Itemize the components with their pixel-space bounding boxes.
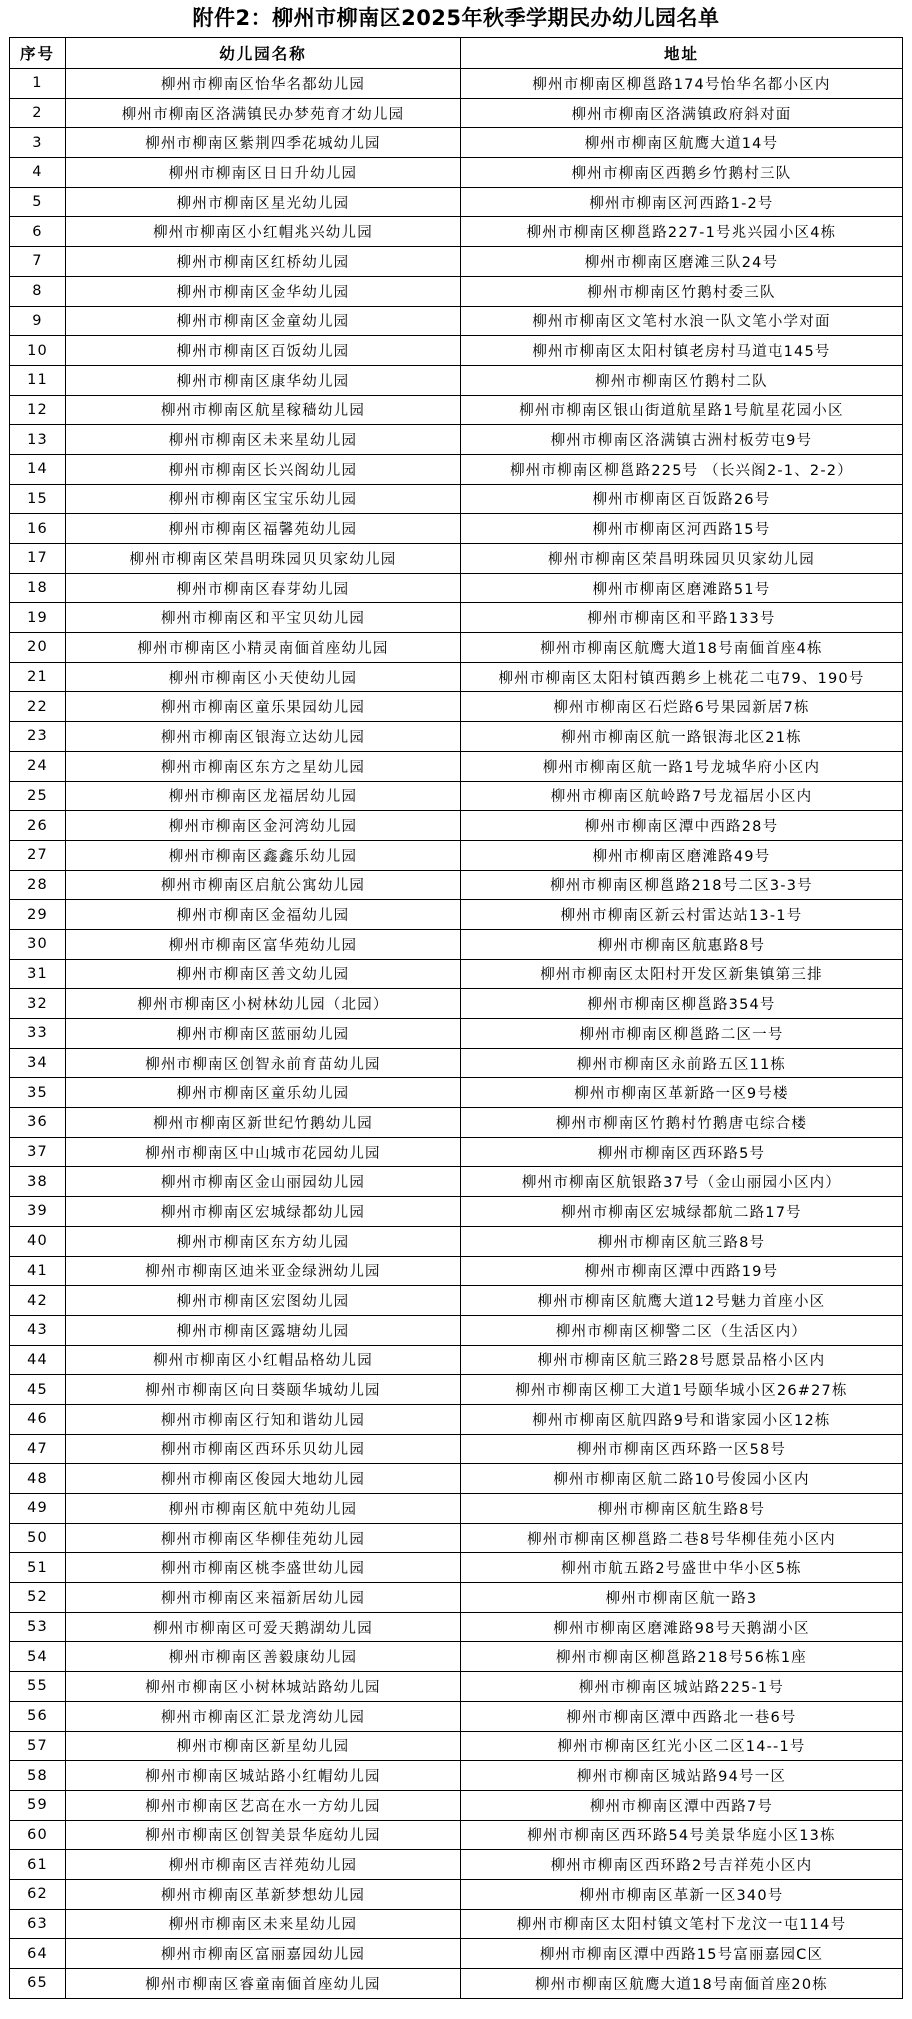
table-row bbox=[10, 336, 903, 366]
table-row bbox=[10, 811, 903, 841]
table-row bbox=[10, 1612, 903, 1642]
table-row bbox=[10, 1583, 903, 1613]
kindergarten-name: 柳州市柳南区城站路小红帽幼儿园 bbox=[66, 1761, 461, 1791]
header-no: 序号 bbox=[10, 38, 66, 69]
kindergarten-address: 柳州市柳南区柳邕路174号怡华名都小区内 bbox=[461, 69, 903, 99]
row-number: 2 bbox=[10, 98, 66, 128]
row-number: 65 bbox=[10, 1969, 66, 1999]
kindergarten-name: 柳州市柳南区革新梦想幼儿园 bbox=[66, 1879, 461, 1909]
kindergarten-name: 柳州市柳南区金山丽园幼儿园 bbox=[66, 1167, 461, 1197]
row-number: 44 bbox=[10, 1345, 66, 1375]
kindergarten-address: 柳州市柳南区潭中西路15号富丽嘉园C区 bbox=[461, 1939, 903, 1969]
kindergarten-name: 柳州市柳南区紫荆四季花城幼儿园 bbox=[66, 128, 461, 158]
table-row bbox=[10, 247, 903, 277]
kindergarten-address: 柳州市柳南区航鹰大道18号南偭首座4栋 bbox=[461, 633, 903, 663]
kindergarten-address: 柳州市柳南区城站路225-1号 bbox=[461, 1672, 903, 1702]
table-body bbox=[10, 69, 903, 1999]
kindergarten-name: 柳州市柳南区龙福居幼儿园 bbox=[66, 781, 461, 811]
row-number: 22 bbox=[10, 692, 66, 722]
table-row bbox=[10, 840, 903, 870]
kindergarten-address: 柳州市柳南区磨滩三队24号 bbox=[461, 247, 903, 277]
kindergarten-name: 柳州市柳南区金华幼儿园 bbox=[66, 276, 461, 306]
row-number: 18 bbox=[10, 573, 66, 603]
kindergarten-address: 柳州市柳南区西环路5号 bbox=[461, 1137, 903, 1167]
kindergarten-address: 柳州市柳南区柳邕路227-1号兆兴园小区4栋 bbox=[461, 217, 903, 247]
table-row bbox=[10, 1494, 903, 1524]
kindergarten-address: 柳州市柳南区航三路28号愿景品格小区内 bbox=[461, 1345, 903, 1375]
kindergarten-address: 柳州市柳南区航鹰大道14号 bbox=[461, 128, 903, 158]
table-row bbox=[10, 187, 903, 217]
kindergarten-address: 柳州市柳南区太阳村开发区新集镇第三排 bbox=[461, 959, 903, 989]
row-number: 37 bbox=[10, 1137, 66, 1167]
kindergarten-name: 柳州市柳南区俊园大地幼儿园 bbox=[66, 1464, 461, 1494]
row-number: 23 bbox=[10, 722, 66, 752]
table-row bbox=[10, 900, 903, 930]
row-number: 51 bbox=[10, 1553, 66, 1583]
kindergarten-address: 柳州市柳南区航一路3 bbox=[461, 1583, 903, 1613]
row-number: 43 bbox=[10, 1315, 66, 1345]
row-number: 14 bbox=[10, 454, 66, 484]
table-row bbox=[10, 1256, 903, 1286]
row-number: 56 bbox=[10, 1701, 66, 1731]
kindergarten-name: 柳州市柳南区桃李盛世幼儿园 bbox=[66, 1553, 461, 1583]
row-number: 48 bbox=[10, 1464, 66, 1494]
table-row bbox=[10, 573, 903, 603]
kindergarten-address: 柳州市柳南区西环路2号吉祥苑小区内 bbox=[461, 1850, 903, 1880]
table-row bbox=[10, 1909, 903, 1939]
kindergarten-name: 柳州市柳南区航中苑幼儿园 bbox=[66, 1494, 461, 1524]
kindergarten-name: 柳州市柳南区洛满镇民办梦苑育才幼儿园 bbox=[66, 98, 461, 128]
row-number: 60 bbox=[10, 1820, 66, 1850]
kindergarten-name: 柳州市柳南区航星稼穑幼儿园 bbox=[66, 395, 461, 425]
kindergarten-address: 柳州市柳南区西鹅乡竹鹅村三队 bbox=[461, 158, 903, 188]
kindergarten-name: 柳州市柳南区红桥幼儿园 bbox=[66, 247, 461, 277]
kindergarten-name: 柳州市柳南区小树林幼儿园（北园） bbox=[66, 989, 461, 1019]
table-row bbox=[10, 1078, 903, 1108]
kindergarten-name: 柳州市柳南区金福幼儿园 bbox=[66, 900, 461, 930]
row-number: 47 bbox=[10, 1434, 66, 1464]
kindergarten-address: 柳州市柳南区西环路54号美景华庭小区13栋 bbox=[461, 1820, 903, 1850]
kindergarten-name: 柳州市柳南区可爱天鹅湖幼儿园 bbox=[66, 1612, 461, 1642]
kindergarten-address: 柳州市柳南区柳工大道1号颐华城小区26#27栋 bbox=[461, 1375, 903, 1405]
kindergarten-name: 柳州市柳南区善文幼儿园 bbox=[66, 959, 461, 989]
kindergarten-address: 柳州市柳南区革新路一区9号楼 bbox=[461, 1078, 903, 1108]
table-row bbox=[10, 1197, 903, 1227]
table-row bbox=[10, 217, 903, 247]
kindergarten-name: 柳州市柳南区华柳佳苑幼儿园 bbox=[66, 1523, 461, 1553]
kindergarten-name: 柳州市柳南区富华苑幼儿园 bbox=[66, 929, 461, 959]
kindergarten-name: 柳州市柳南区宏图幼儿园 bbox=[66, 1286, 461, 1316]
table-row bbox=[10, 1523, 903, 1553]
kindergarten-name: 柳州市柳南区东方幼儿园 bbox=[66, 1226, 461, 1256]
table-row bbox=[10, 989, 903, 1019]
table-row bbox=[10, 692, 903, 722]
kindergarten-address: 柳州市柳南区航一路银海北区21栋 bbox=[461, 722, 903, 752]
table-row bbox=[10, 425, 903, 455]
table-row bbox=[10, 662, 903, 692]
table-row bbox=[10, 158, 903, 188]
table-row bbox=[10, 98, 903, 128]
kindergarten-address: 柳州市柳南区航银路37号（金山丽园小区内） bbox=[461, 1167, 903, 1197]
table-row bbox=[10, 929, 903, 959]
kindergarten-address: 柳州市柳南区银山街道航星路1号航星花园小区 bbox=[461, 395, 903, 425]
table-row bbox=[10, 1939, 903, 1969]
row-number: 45 bbox=[10, 1375, 66, 1405]
kindergarten-address: 柳州市柳南区文笔村水浪一队文笔小学对面 bbox=[461, 306, 903, 336]
table-row bbox=[10, 1375, 903, 1405]
row-number: 28 bbox=[10, 870, 66, 900]
table-row bbox=[10, 128, 903, 158]
table-row bbox=[10, 395, 903, 425]
header-name: 幼儿园名称 bbox=[66, 38, 461, 69]
row-number: 27 bbox=[10, 840, 66, 870]
row-number: 10 bbox=[10, 336, 66, 366]
row-number: 26 bbox=[10, 811, 66, 841]
kindergarten-address: 柳州市柳南区柳邕路二巷8号华柳佳苑小区内 bbox=[461, 1523, 903, 1553]
table-row bbox=[10, 1345, 903, 1375]
table-row bbox=[10, 544, 903, 574]
table-row bbox=[10, 1286, 903, 1316]
kindergarten-address: 柳州市柳南区磨滩路51号 bbox=[461, 573, 903, 603]
row-number: 50 bbox=[10, 1523, 66, 1553]
kindergarten-name: 柳州市柳南区小红帽兆兴幼儿园 bbox=[66, 217, 461, 247]
kindergarten-address: 柳州市柳南区磨滩路49号 bbox=[461, 840, 903, 870]
kindergarten-address: 柳州市柳南区航生路8号 bbox=[461, 1494, 903, 1524]
row-number: 61 bbox=[10, 1850, 66, 1880]
kindergarten-address: 柳州市柳南区潭中西路19号 bbox=[461, 1256, 903, 1286]
kindergarten-name: 柳州市柳南区康华幼儿园 bbox=[66, 365, 461, 395]
row-number: 32 bbox=[10, 989, 66, 1019]
kindergarten-address: 柳州市柳南区洛满镇古洲村板劳屯9号 bbox=[461, 425, 903, 455]
row-number: 59 bbox=[10, 1790, 66, 1820]
kindergarten-name: 柳州市柳南区长兴阁幼儿园 bbox=[66, 454, 461, 484]
table-row bbox=[10, 1108, 903, 1138]
kindergarten-address: 柳州市柳南区城站路94号一区 bbox=[461, 1761, 903, 1791]
kindergarten-address: 柳州市柳南区红光小区二区14--1号 bbox=[461, 1731, 903, 1761]
row-number: 12 bbox=[10, 395, 66, 425]
kindergarten-address: 柳州市柳南区竹鹅村二队 bbox=[461, 365, 903, 395]
kindergarten-address: 柳州市柳南区潭中西路7号 bbox=[461, 1790, 903, 1820]
kindergarten-name: 柳州市柳南区富丽嘉园幼儿园 bbox=[66, 1939, 461, 1969]
kindergarten-name: 柳州市柳南区金童幼儿园 bbox=[66, 306, 461, 336]
kindergarten-name: 柳州市柳南区未来星幼儿园 bbox=[66, 1909, 461, 1939]
row-number: 21 bbox=[10, 662, 66, 692]
kindergarten-address: 柳州市柳南区航三路8号 bbox=[461, 1226, 903, 1256]
kindergarten-name: 柳州市柳南区东方之星幼儿园 bbox=[66, 751, 461, 781]
table-header-row bbox=[10, 38, 903, 69]
table-row bbox=[10, 454, 903, 484]
document-title: 附件2：柳州市柳南区2025年秋季学期民办幼儿园名单 bbox=[192, 6, 720, 30]
kindergarten-address: 柳州市柳南区柳邕路225号 （长兴阁2-1、2-2） bbox=[461, 454, 903, 484]
kindergarten-address: 柳州市柳南区洛满镇政府斜对面 bbox=[461, 98, 903, 128]
row-number: 25 bbox=[10, 781, 66, 811]
table-row bbox=[10, 365, 903, 395]
table-row bbox=[10, 1315, 903, 1345]
kindergarten-name: 柳州市柳南区迪米亚金绿洲幼儿园 bbox=[66, 1256, 461, 1286]
kindergarten-address: 柳州市柳南区永前路五区11栋 bbox=[461, 1048, 903, 1078]
kindergarten-address: 柳州市柳南区航四路9号和谐家园小区12栋 bbox=[461, 1404, 903, 1434]
table-row bbox=[10, 69, 903, 99]
kindergarten-name: 柳州市柳南区金河湾幼儿园 bbox=[66, 811, 461, 841]
table-row bbox=[10, 1404, 903, 1434]
row-number: 57 bbox=[10, 1731, 66, 1761]
table-row bbox=[10, 1672, 903, 1702]
kindergarten-address: 柳州市柳南区航鹰大道18号南偭首座20栋 bbox=[461, 1969, 903, 1999]
table-row bbox=[10, 1761, 903, 1791]
row-number: 30 bbox=[10, 929, 66, 959]
row-number: 55 bbox=[10, 1672, 66, 1702]
table-row bbox=[10, 1790, 903, 1820]
kindergarten-name: 柳州市柳南区来福新居幼儿园 bbox=[66, 1583, 461, 1613]
kindergarten-address: 柳州市柳南区航一路1号龙城华府小区内 bbox=[461, 751, 903, 781]
kindergarten-address: 柳州市柳南区竹鹅村竹鹅唐屯综合楼 bbox=[461, 1108, 903, 1138]
table-row bbox=[10, 781, 903, 811]
kindergarten-address: 柳州市柳南区航二路10号俊园小区内 bbox=[461, 1464, 903, 1494]
kindergarten-address: 柳州市柳南区柳警二区（生活区内） bbox=[461, 1315, 903, 1345]
table-row bbox=[10, 1850, 903, 1880]
kindergarten-name: 柳州市柳南区吉祥苑幼儿园 bbox=[66, 1850, 461, 1880]
row-number: 46 bbox=[10, 1404, 66, 1434]
kindergarten-address: 柳州市柳南区航鹰大道12号魅力首座小区 bbox=[461, 1286, 903, 1316]
kindergarten-address: 柳州市柳南区潭中西路北一巷6号 bbox=[461, 1701, 903, 1731]
kindergarten-address: 柳州市柳南区新云村雷达站13-1号 bbox=[461, 900, 903, 930]
kindergarten-name: 柳州市柳南区新星幼儿园 bbox=[66, 1731, 461, 1761]
kindergarten-name: 柳州市柳南区中山城市花园幼儿园 bbox=[66, 1137, 461, 1167]
kindergarten-name: 柳州市柳南区创智永前育苗幼儿园 bbox=[66, 1048, 461, 1078]
table-row bbox=[10, 276, 903, 306]
row-number: 15 bbox=[10, 484, 66, 514]
row-number: 33 bbox=[10, 1019, 66, 1049]
row-number: 36 bbox=[10, 1108, 66, 1138]
kindergarten-address: 柳州市柳南区宏城绿都航二路17号 bbox=[461, 1197, 903, 1227]
kindergarten-address: 柳州市柳南区河西路1-2号 bbox=[461, 187, 903, 217]
row-number: 35 bbox=[10, 1078, 66, 1108]
table-row bbox=[10, 306, 903, 336]
kindergarten-name: 柳州市柳南区向日葵颐华城幼儿园 bbox=[66, 1375, 461, 1405]
kindergarten-address: 柳州市柳南区航岭路7号龙福居小区内 bbox=[461, 781, 903, 811]
kindergarten-name: 柳州市柳南区露塘幼儿园 bbox=[66, 1315, 461, 1345]
table-row bbox=[10, 722, 903, 752]
row-number: 9 bbox=[10, 306, 66, 336]
row-number: 11 bbox=[10, 365, 66, 395]
kindergarten-address: 柳州市柳南区革新一区340号 bbox=[461, 1879, 903, 1909]
row-number: 40 bbox=[10, 1226, 66, 1256]
row-number: 8 bbox=[10, 276, 66, 306]
kindergarten-address: 柳州市柳南区柳邕路354号 bbox=[461, 989, 903, 1019]
kindergarten-address: 柳州市柳南区和平路133号 bbox=[461, 603, 903, 633]
kindergarten-name: 柳州市柳南区未来星幼儿园 bbox=[66, 425, 461, 455]
row-number: 7 bbox=[10, 247, 66, 277]
kindergarten-name: 柳州市柳南区童乐果园幼儿园 bbox=[66, 692, 461, 722]
kindergarten-name: 柳州市柳南区银海立达幼儿园 bbox=[66, 722, 461, 752]
row-number: 1 bbox=[10, 69, 66, 99]
kindergarten-name: 柳州市柳南区善毅康幼儿园 bbox=[66, 1642, 461, 1672]
kindergarten-name: 柳州市柳南区和平宝贝幼儿园 bbox=[66, 603, 461, 633]
row-number: 64 bbox=[10, 1939, 66, 1969]
row-number: 42 bbox=[10, 1286, 66, 1316]
kindergarten-name: 柳州市柳南区小精灵南偭首座幼儿园 bbox=[66, 633, 461, 663]
kindergarten-name: 柳州市柳南区福馨苑幼儿园 bbox=[66, 514, 461, 544]
table-row bbox=[10, 1048, 903, 1078]
table-row bbox=[10, 1464, 903, 1494]
kindergarten-address: 柳州市柳南区潭中西路28号 bbox=[461, 811, 903, 841]
table-row bbox=[10, 1879, 903, 1909]
row-number: 34 bbox=[10, 1048, 66, 1078]
kindergarten-table bbox=[9, 37, 903, 1999]
row-number: 6 bbox=[10, 217, 66, 247]
kindergarten-address: 柳州市柳南区航惠路8号 bbox=[461, 929, 903, 959]
table-row bbox=[10, 1019, 903, 1049]
header-address: 地址 bbox=[461, 38, 903, 69]
kindergarten-address: 柳州市柳南区百饭路26号 bbox=[461, 484, 903, 514]
kindergarten-name: 柳州市柳南区童乐幼儿园 bbox=[66, 1078, 461, 1108]
row-number: 24 bbox=[10, 751, 66, 781]
kindergarten-address: 柳州市柳南区荣昌明珠园贝贝家幼儿园 bbox=[461, 544, 903, 574]
kindergarten-name: 柳州市柳南区百饭幼儿园 bbox=[66, 336, 461, 366]
row-number: 49 bbox=[10, 1494, 66, 1524]
row-number: 20 bbox=[10, 633, 66, 663]
kindergarten-address: 柳州市柳南区柳邕路218号56栋1座 bbox=[461, 1642, 903, 1672]
kindergarten-name: 柳州市柳南区艺高在水一方幼儿园 bbox=[66, 1790, 461, 1820]
row-number: 13 bbox=[10, 425, 66, 455]
kindergarten-address: 柳州市柳南区太阳村镇西鹅乡上桃花二屯79、190号 bbox=[461, 662, 903, 692]
kindergarten-address: 柳州市柳南区柳邕路二区一号 bbox=[461, 1019, 903, 1049]
row-number: 39 bbox=[10, 1197, 66, 1227]
row-number: 3 bbox=[10, 128, 66, 158]
table-row bbox=[10, 1167, 903, 1197]
table-row bbox=[10, 603, 903, 633]
row-number: 41 bbox=[10, 1256, 66, 1286]
table-row bbox=[10, 959, 903, 989]
kindergarten-name: 柳州市柳南区宝宝乐幼儿园 bbox=[66, 484, 461, 514]
row-number: 5 bbox=[10, 187, 66, 217]
row-number: 38 bbox=[10, 1167, 66, 1197]
kindergarten-address: 柳州市柳南区柳邕路218号二区3-3号 bbox=[461, 870, 903, 900]
row-number: 31 bbox=[10, 959, 66, 989]
kindergarten-name: 柳州市柳南区行知和谐幼儿园 bbox=[66, 1404, 461, 1434]
kindergarten-name: 柳州市柳南区鑫鑫乐幼儿园 bbox=[66, 840, 461, 870]
row-number: 52 bbox=[10, 1583, 66, 1613]
row-number: 63 bbox=[10, 1909, 66, 1939]
kindergarten-name: 柳州市柳南区小树林城站路幼儿园 bbox=[66, 1672, 461, 1702]
kindergarten-name: 柳州市柳南区睿童南偭首座幼儿园 bbox=[66, 1969, 461, 1999]
row-number: 53 bbox=[10, 1612, 66, 1642]
table-row bbox=[10, 1731, 903, 1761]
table-row bbox=[10, 1642, 903, 1672]
kindergarten-address: 柳州市柳南区磨滩路98号天鹅湖小区 bbox=[461, 1612, 903, 1642]
table-row bbox=[10, 751, 903, 781]
table-row bbox=[10, 484, 903, 514]
kindergarten-name: 柳州市柳南区汇景龙湾幼儿园 bbox=[66, 1701, 461, 1731]
table-row bbox=[10, 633, 903, 663]
kindergarten-name: 柳州市柳南区西环乐贝幼儿园 bbox=[66, 1434, 461, 1464]
table-row bbox=[10, 1434, 903, 1464]
kindergarten-name: 柳州市柳南区宏城绿都幼儿园 bbox=[66, 1197, 461, 1227]
table-row bbox=[10, 1820, 903, 1850]
kindergarten-name: 柳州市柳南区创智美景华庭幼儿园 bbox=[66, 1820, 461, 1850]
table-row bbox=[10, 1701, 903, 1731]
kindergarten-name: 柳州市柳南区星光幼儿园 bbox=[66, 187, 461, 217]
kindergarten-address: 柳州市柳南区竹鹅村委三队 bbox=[461, 276, 903, 306]
kindergarten-name: 柳州市柳南区新世纪竹鹅幼儿园 bbox=[66, 1108, 461, 1138]
kindergarten-address: 柳州市柳南区石烂路6号果园新居7栋 bbox=[461, 692, 903, 722]
table-row bbox=[10, 1137, 903, 1167]
kindergarten-name: 柳州市柳南区荣昌明珠园贝贝家幼儿园 bbox=[66, 544, 461, 574]
kindergarten-name: 柳州市柳南区小天使幼儿园 bbox=[66, 662, 461, 692]
kindergarten-address: 柳州市柳南区西环路一区58号 bbox=[461, 1434, 903, 1464]
row-number: 54 bbox=[10, 1642, 66, 1672]
row-number: 29 bbox=[10, 900, 66, 930]
table-row bbox=[10, 870, 903, 900]
row-number: 16 bbox=[10, 514, 66, 544]
kindergarten-name: 柳州市柳南区蓝丽幼儿园 bbox=[66, 1019, 461, 1049]
kindergarten-address: 柳州市柳南区河西路15号 bbox=[461, 514, 903, 544]
kindergarten-address: 柳州市航五路2号盛世中华小区5栋 bbox=[461, 1553, 903, 1583]
kindergarten-name: 柳州市柳南区春芽幼儿园 bbox=[66, 573, 461, 603]
row-number: 62 bbox=[10, 1879, 66, 1909]
kindergarten-address: 柳州市柳南区太阳村镇老房村马道屯145号 bbox=[461, 336, 903, 366]
row-number: 4 bbox=[10, 158, 66, 188]
kindergarten-name: 柳州市柳南区日日升幼儿园 bbox=[66, 158, 461, 188]
row-number: 19 bbox=[10, 603, 66, 633]
kindergarten-name: 柳州市柳南区小红帽品格幼儿园 bbox=[66, 1345, 461, 1375]
row-number: 58 bbox=[10, 1761, 66, 1791]
table-row bbox=[10, 514, 903, 544]
row-number: 17 bbox=[10, 544, 66, 574]
table-row bbox=[10, 1553, 903, 1583]
kindergarten-address: 柳州市柳南区太阳村镇文笔村下龙汶一屯114号 bbox=[461, 1909, 903, 1939]
table-row bbox=[10, 1226, 903, 1256]
kindergarten-name: 柳州市柳南区怡华名都幼儿园 bbox=[66, 69, 461, 99]
kindergarten-name: 柳州市柳南区启航公寓幼儿园 bbox=[66, 870, 461, 900]
table-row bbox=[10, 1969, 903, 1999]
